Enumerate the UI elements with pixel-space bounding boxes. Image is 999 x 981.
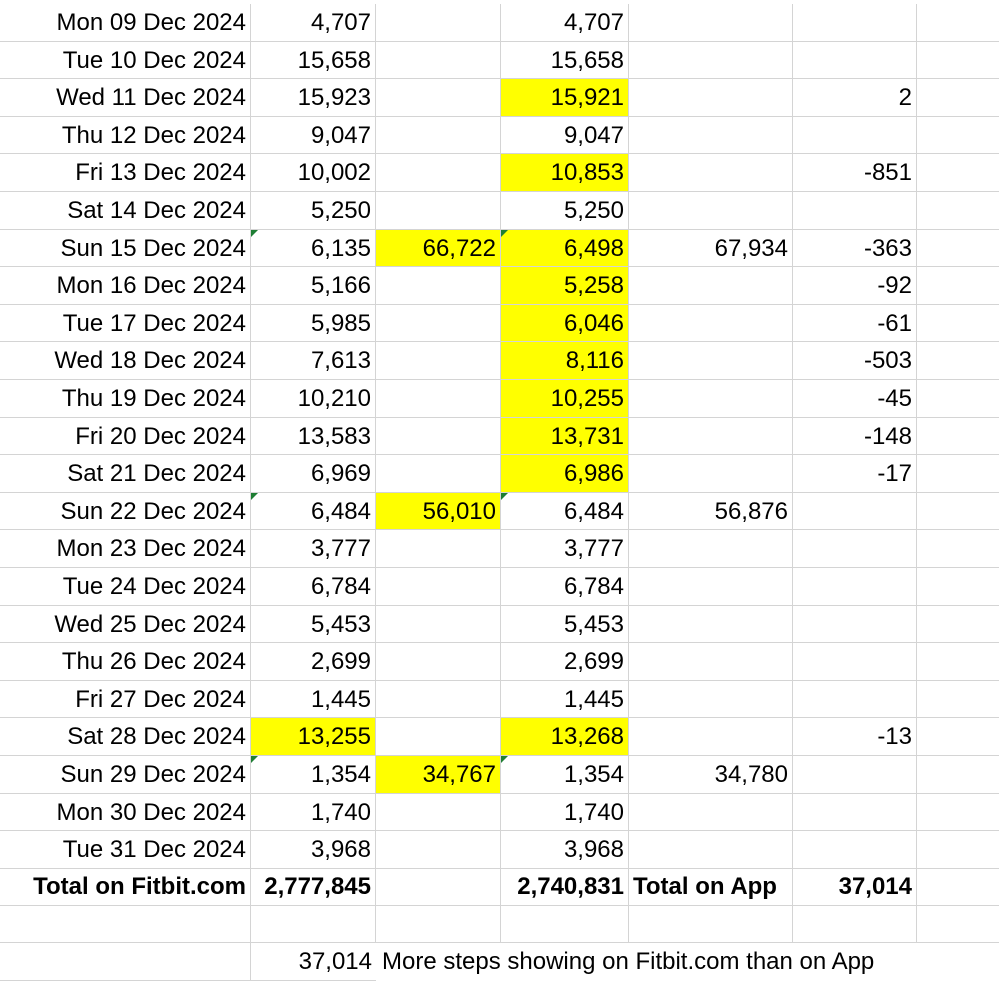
empty-cell[interactable] (917, 192, 999, 230)
app-week-total-cell[interactable] (629, 568, 793, 606)
difference-cell[interactable]: -148 (793, 418, 917, 456)
fitbit-week-total-cell[interactable] (376, 192, 501, 230)
difference-cell[interactable] (793, 192, 917, 230)
total-difference-value[interactable]: 37,014 (793, 868, 917, 906)
app-steps-cell[interactable]: 15,921 (501, 79, 629, 117)
fitbit-week-total-cell[interactable] (376, 643, 501, 681)
app-week-total-cell[interactable] (629, 342, 793, 380)
app-steps-cell[interactable]: 1,445 (501, 681, 629, 719)
fitbit-week-total-cell[interactable] (376, 4, 501, 42)
app-total-label[interactable]: Total on App (629, 868, 793, 906)
difference-cell[interactable] (793, 493, 917, 531)
app-week-total-cell[interactable] (629, 718, 793, 756)
app-steps-cell[interactable]: 10,853 (501, 154, 629, 192)
empty-cell[interactable] (917, 305, 999, 343)
empty-cell[interactable] (917, 418, 999, 456)
table-row (0, 192, 999, 230)
fitbit-steps-cell[interactable]: 3,968 (251, 831, 376, 869)
date-cell[interactable]: Tue 17 Dec 2024 (0, 305, 251, 343)
empty-cell[interactable] (917, 4, 999, 42)
empty-cell[interactable] (251, 906, 376, 944)
difference-cell[interactable]: -92 (793, 267, 917, 305)
app-week-total-cell[interactable] (629, 267, 793, 305)
date-cell[interactable]: Sat 14 Dec 2024 (0, 192, 251, 230)
difference-cell[interactable] (793, 530, 917, 568)
empty-cell[interactable] (917, 267, 999, 305)
table-row (0, 418, 999, 456)
fitbit-total-label[interactable]: Total on Fitbit.com (0, 868, 251, 906)
difference-cell[interactable]: -61 (793, 305, 917, 343)
empty-cell[interactable] (917, 380, 999, 418)
difference-cell[interactable] (793, 42, 917, 80)
difference-cell[interactable]: -503 (793, 342, 917, 380)
empty-cell[interactable] (917, 643, 999, 681)
date-cell[interactable]: Thu 26 Dec 2024 (0, 643, 251, 681)
app-steps-cell[interactable]: 5,258 (501, 267, 629, 305)
table-row (0, 718, 999, 756)
fitbit-steps-cell[interactable]: 3,777 (251, 530, 376, 568)
date-cell[interactable]: Tue 10 Dec 2024 (0, 42, 251, 80)
app-steps-cell[interactable]: 4,707 (501, 4, 629, 42)
app-week-total-cell[interactable] (629, 455, 793, 493)
fitbit-steps-cell[interactable]: 5,250 (251, 192, 376, 230)
fitbit-week-total-cell[interactable]: 66,722 (376, 230, 501, 268)
date-cell[interactable]: Sat 21 Dec 2024 (0, 455, 251, 493)
app-week-total-cell[interactable] (629, 4, 793, 42)
empty-cell[interactable] (917, 42, 999, 80)
app-steps-cell[interactable]: 6,046 (501, 305, 629, 343)
date-cell[interactable]: Fri 13 Dec 2024 (0, 154, 251, 192)
fitbit-week-total-cell[interactable] (376, 267, 501, 305)
date-cell[interactable]: Sat 28 Dec 2024 (0, 718, 251, 756)
fitbit-steps-cell[interactable]: 1,740 (251, 794, 376, 832)
app-steps-cell[interactable]: 10,255 (501, 380, 629, 418)
empty-cell[interactable] (376, 906, 501, 944)
empty-cell[interactable] (917, 455, 999, 493)
fitbit-week-total-cell[interactable] (376, 794, 501, 832)
fitbit-steps-cell[interactable]: 10,210 (251, 380, 376, 418)
fitbit-steps-cell[interactable]: 6,484 (251, 493, 376, 531)
app-steps-cell[interactable]: 3,968 (501, 831, 629, 869)
empty-cell[interactable] (917, 718, 999, 756)
date-cell[interactable]: Wed 11 Dec 2024 (0, 79, 251, 117)
fitbit-steps-cell[interactable]: 5,166 (251, 267, 376, 305)
app-steps-cell[interactable]: 8,116 (501, 342, 629, 380)
empty-cell[interactable] (917, 530, 999, 568)
fitbit-week-total-cell[interactable] (376, 79, 501, 117)
empty-cell[interactable] (917, 606, 999, 644)
fitbit-week-total-cell[interactable] (376, 681, 501, 719)
table-row (0, 154, 999, 192)
difference-cell[interactable] (793, 794, 917, 832)
date-cell[interactable]: Wed 18 Dec 2024 (0, 342, 251, 380)
difference-cell[interactable] (793, 117, 917, 155)
fitbit-week-total-cell[interactable] (376, 606, 501, 644)
difference-cell[interactable]: -17 (793, 455, 917, 493)
fitbit-week-total-cell[interactable] (376, 831, 501, 869)
blank-row (0, 906, 999, 944)
app-week-total-cell[interactable] (629, 530, 793, 568)
app-steps-cell[interactable]: 6,484 (501, 493, 629, 531)
fitbit-week-total-cell[interactable] (376, 117, 501, 155)
fitbit-steps-cell[interactable]: 6,135 (251, 230, 376, 268)
empty-cell[interactable] (917, 681, 999, 719)
date-cell[interactable]: Mon 30 Dec 2024 (0, 794, 251, 832)
fitbit-steps-cell[interactable]: 5,453 (251, 606, 376, 644)
app-week-total-cell[interactable] (629, 42, 793, 80)
summary-value[interactable]: 37,014 (251, 943, 376, 981)
table-row (0, 606, 999, 644)
date-cell[interactable]: Tue 31 Dec 2024 (0, 831, 251, 869)
difference-cell[interactable]: -363 (793, 230, 917, 268)
date-cell[interactable]: Sun 15 Dec 2024 (0, 230, 251, 268)
empty-cell[interactable] (629, 906, 793, 944)
table-row (0, 305, 999, 343)
table-row (0, 643, 999, 681)
app-week-total-cell[interactable]: 56,876 (629, 493, 793, 531)
app-week-total-cell[interactable] (629, 418, 793, 456)
difference-cell[interactable]: -13 (793, 718, 917, 756)
fitbit-steps-cell[interactable]: 13,583 (251, 418, 376, 456)
fitbit-week-total-cell[interactable] (376, 568, 501, 606)
app-steps-cell[interactable]: 9,047 (501, 117, 629, 155)
table-row (0, 380, 999, 418)
fitbit-steps-cell[interactable]: 6,969 (251, 455, 376, 493)
empty-cell[interactable] (0, 906, 251, 944)
date-cell[interactable]: Fri 20 Dec 2024 (0, 418, 251, 456)
app-week-total-cell[interactable] (629, 794, 793, 832)
fitbit-week-total-cell[interactable] (376, 380, 501, 418)
app-week-total-cell[interactable] (629, 117, 793, 155)
difference-cell[interactable] (793, 831, 917, 869)
fitbit-week-total-cell[interactable]: 34,767 (376, 756, 501, 794)
difference-cell[interactable] (793, 4, 917, 42)
app-steps-cell[interactable]: 2,699 (501, 643, 629, 681)
table-row (0, 79, 999, 117)
fitbit-steps-cell[interactable]: 1,445 (251, 681, 376, 719)
fitbit-week-total-cell[interactable] (376, 342, 501, 380)
difference-cell[interactable] (793, 568, 917, 606)
empty-cell[interactable] (917, 493, 999, 531)
empty-cell[interactable] (917, 794, 999, 832)
empty-cell[interactable] (917, 756, 999, 794)
empty-cell[interactable] (917, 154, 999, 192)
empty-cell[interactable] (793, 906, 917, 944)
app-steps-cell[interactable]: 3,777 (501, 530, 629, 568)
app-steps-cell[interactable]: 6,784 (501, 568, 629, 606)
table-row (0, 831, 999, 869)
date-cell[interactable]: Sun 22 Dec 2024 (0, 493, 251, 531)
difference-cell[interactable] (793, 681, 917, 719)
fitbit-steps-cell[interactable]: 9,047 (251, 117, 376, 155)
fitbit-week-total-cell[interactable] (376, 42, 501, 80)
table-row (0, 230, 999, 268)
app-week-total-cell[interactable] (629, 681, 793, 719)
fitbit-steps-cell[interactable]: 7,613 (251, 342, 376, 380)
fitbit-week-total-cell[interactable] (376, 305, 501, 343)
date-cell[interactable]: Wed 25 Dec 2024 (0, 606, 251, 644)
app-week-total-cell[interactable] (629, 380, 793, 418)
date-cell[interactable]: Tue 24 Dec 2024 (0, 568, 251, 606)
fitbit-week-total-cell[interactable] (376, 530, 501, 568)
empty-cell[interactable] (917, 117, 999, 155)
table-row (0, 681, 999, 719)
app-week-total-cell[interactable] (629, 79, 793, 117)
app-week-total-cell[interactable]: 67,934 (629, 230, 793, 268)
fitbit-week-total-cell[interactable] (376, 154, 501, 192)
fitbit-steps-cell[interactable]: 6,784 (251, 568, 376, 606)
date-cell[interactable]: Mon 16 Dec 2024 (0, 267, 251, 305)
empty-cell[interactable] (917, 568, 999, 606)
app-week-total-cell[interactable] (629, 192, 793, 230)
fitbit-steps-cell[interactable]: 10,002 (251, 154, 376, 192)
app-steps-cell[interactable]: 1,740 (501, 794, 629, 832)
fitbit-steps-cell[interactable]: 4,707 (251, 4, 376, 42)
empty-cell[interactable] (376, 868, 501, 906)
date-cell[interactable]: Sun 29 Dec 2024 (0, 756, 251, 794)
table-row (0, 568, 999, 606)
date-cell[interactable]: Mon 23 Dec 2024 (0, 530, 251, 568)
empty-cell[interactable] (917, 342, 999, 380)
empty-cell[interactable] (917, 906, 999, 944)
fitbit-steps-cell[interactable]: 15,923 (251, 79, 376, 117)
difference-cell[interactable] (793, 606, 917, 644)
date-cell[interactable]: Thu 19 Dec 2024 (0, 380, 251, 418)
table-row (0, 42, 999, 80)
date-cell[interactable]: Thu 12 Dec 2024 (0, 117, 251, 155)
app-steps-cell[interactable]: 13,731 (501, 418, 629, 456)
app-week-total-cell[interactable]: 34,780 (629, 756, 793, 794)
app-steps-cell[interactable]: 1,354 (501, 756, 629, 794)
difference-cell[interactable] (793, 756, 917, 794)
app-week-total-cell[interactable] (629, 643, 793, 681)
totals-row (0, 868, 999, 906)
app-total-value[interactable]: 2,740,831 (501, 868, 629, 906)
fitbit-total-value[interactable]: 2,777,845 (251, 868, 376, 906)
table-row (0, 794, 999, 832)
date-cell[interactable]: Fri 27 Dec 2024 (0, 681, 251, 719)
app-steps-cell[interactable]: 13,268 (501, 718, 629, 756)
app-steps-cell[interactable]: 15,658 (501, 42, 629, 80)
empty-cell[interactable] (917, 868, 999, 906)
table-row (0, 4, 999, 42)
difference-cell[interactable]: -851 (793, 154, 917, 192)
empty-cell[interactable] (0, 943, 251, 981)
fitbit-steps-cell[interactable]: 2,699 (251, 643, 376, 681)
table-row (0, 756, 999, 794)
fitbit-week-total-cell[interactable] (376, 418, 501, 456)
difference-cell[interactable] (793, 643, 917, 681)
app-steps-cell[interactable]: 6,986 (501, 455, 629, 493)
table-row (0, 267, 999, 305)
fitbit-week-total-cell[interactable]: 56,010 (376, 493, 501, 531)
table-row (0, 117, 999, 155)
app-week-total-cell[interactable] (629, 305, 793, 343)
date-cell[interactable]: Mon 09 Dec 2024 (0, 4, 251, 42)
app-steps-cell[interactable]: 5,250 (501, 192, 629, 230)
table-row (0, 455, 999, 493)
fitbit-steps-cell[interactable]: 15,658 (251, 42, 376, 80)
app-week-total-cell[interactable] (629, 606, 793, 644)
empty-cell[interactable] (917, 79, 999, 117)
table-row (0, 530, 999, 568)
empty-cell[interactable] (917, 831, 999, 869)
empty-cell[interactable] (917, 230, 999, 268)
app-steps-cell[interactable]: 5,453 (501, 606, 629, 644)
difference-cell[interactable]: -45 (793, 380, 917, 418)
difference-cell[interactable]: 2 (793, 79, 917, 117)
fitbit-steps-cell[interactable]: 1,354 (251, 756, 376, 794)
summary-row (0, 943, 999, 981)
app-steps-cell[interactable]: 6,498 (501, 230, 629, 268)
table-row (0, 493, 999, 531)
summary-text: More steps showing on Fitbit.com than on App (382, 948, 875, 976)
fitbit-week-total-cell[interactable] (376, 455, 501, 493)
fitbit-week-total-cell[interactable] (376, 718, 501, 756)
table-row (0, 342, 999, 380)
app-week-total-cell[interactable] (629, 154, 793, 192)
fitbit-steps-cell[interactable]: 5,985 (251, 305, 376, 343)
empty-cell[interactable] (501, 906, 629, 944)
fitbit-steps-cell[interactable]: 13,255 (251, 718, 376, 756)
app-week-total-cell[interactable] (629, 831, 793, 869)
